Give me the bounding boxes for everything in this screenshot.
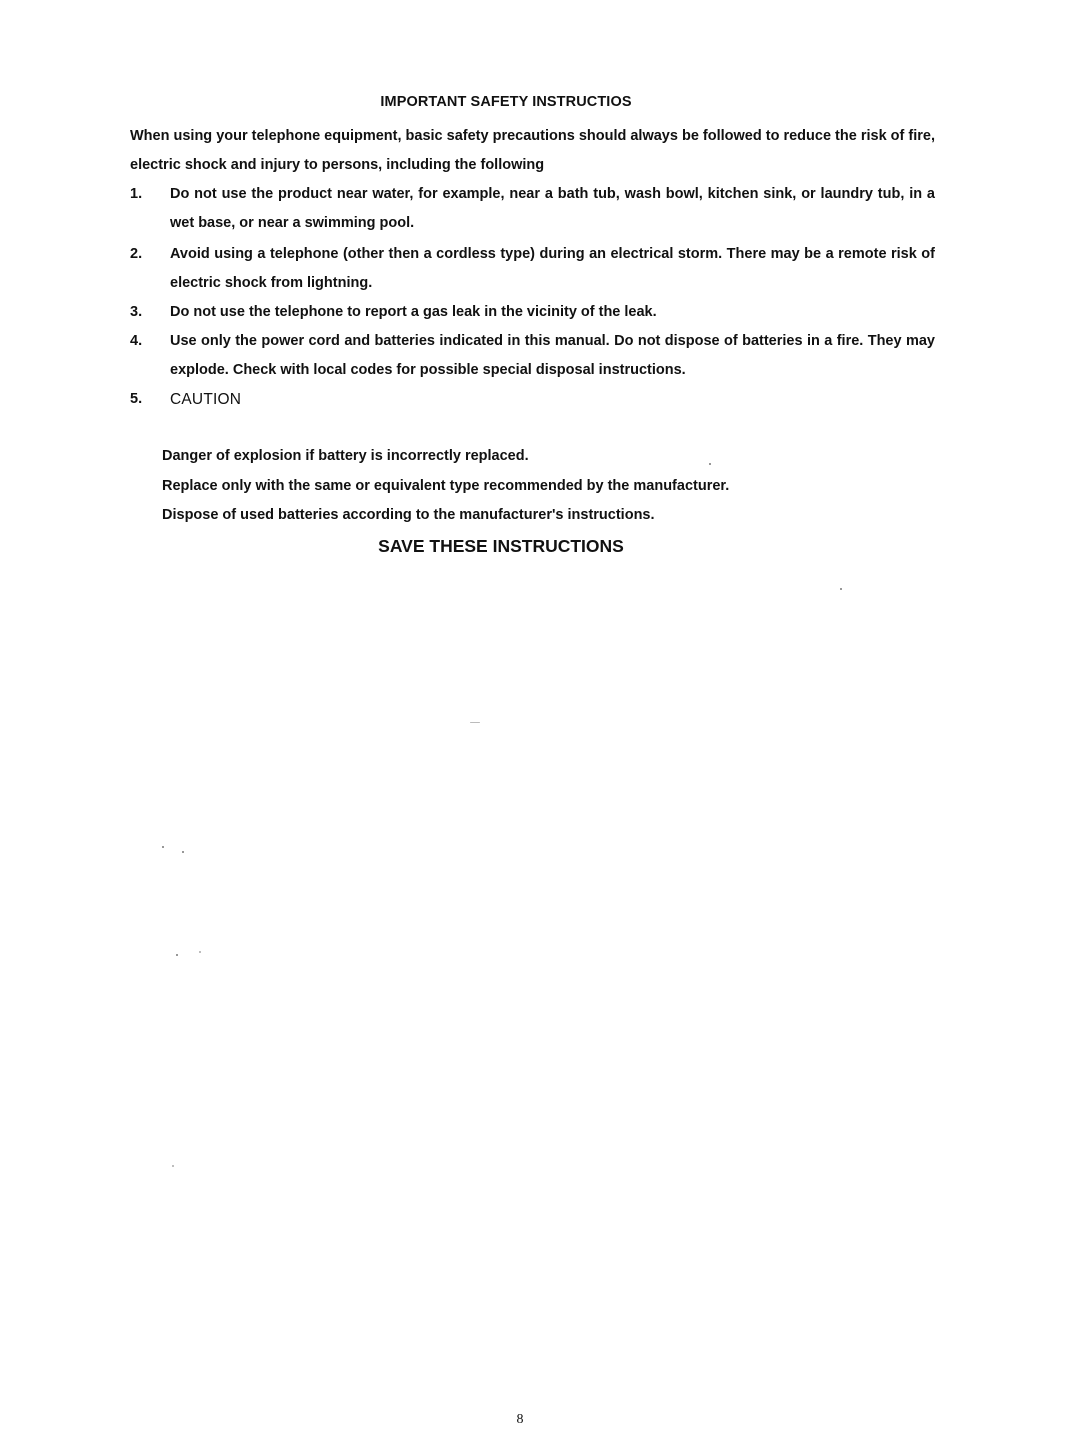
scan-speck bbox=[162, 846, 164, 848]
document-heading: IMPORTANT SAFETY INSTRUCTIOS bbox=[380, 94, 632, 110]
list-item-number: 2. bbox=[130, 246, 143, 262]
caution-details bbox=[162, 442, 922, 531]
scan-speck bbox=[176, 954, 178, 956]
caution-label: CAUTION bbox=[170, 391, 242, 408]
list-item-number: 5. bbox=[130, 391, 143, 407]
intro-paragraph: When using your telephone equipment, basic safety precautions should always be followed to reduce the risk of fire, electric shock and injury to persons, including the following bbox=[130, 128, 935, 173]
scan-speck bbox=[709, 463, 711, 465]
list-item bbox=[128, 327, 935, 385]
safety-instruction-list bbox=[128, 180, 935, 414]
save-instructions-notice: SAVE THESE INSTRUCTIONS bbox=[378, 536, 624, 556]
scan-speck bbox=[840, 588, 842, 590]
caution-line: Dispose of used batteries according to the manufacturer's instructions. bbox=[162, 507, 655, 523]
list-item-text: Use only the power cord and batteries indicated in this manual. Do not dispose of batteries in a fire. They may explode. Check with local codes for possible special disposal instructions. bbox=[170, 333, 935, 378]
page-number: 8 bbox=[516, 1412, 524, 1427]
list-item-number: 1. bbox=[130, 186, 143, 202]
scan-speck bbox=[199, 951, 201, 953]
scan-speck bbox=[172, 1165, 174, 1167]
list-item bbox=[128, 298, 935, 327]
list-item-text: Do not use the telephone to report a gas leak in the vicinity of the leak. bbox=[170, 304, 657, 320]
list-item-number: 4. bbox=[130, 333, 143, 349]
list-item bbox=[128, 385, 935, 414]
scan-speck bbox=[470, 722, 480, 723]
list-item bbox=[128, 180, 935, 238]
caution-line: Danger of explosion if battery is incorrectly replaced. bbox=[162, 448, 529, 464]
scan-speck bbox=[182, 851, 184, 853]
list-item-text: Avoid using a telephone (other then a cordless type) during an electrical storm. There may be a remote risk of electric shock from lightning. bbox=[170, 246, 935, 291]
caution-line: Replace only with the same or equivalent type recommended by the manufacturer. bbox=[162, 477, 730, 494]
list-item bbox=[128, 240, 935, 298]
list-item-number: 3. bbox=[130, 304, 143, 320]
list-item-text: Do not use the product near water, for example, near a bath tub, wash bowl, kitchen sink, or laundry tub, in a wet base, or near a swimming pool. bbox=[170, 186, 935, 231]
